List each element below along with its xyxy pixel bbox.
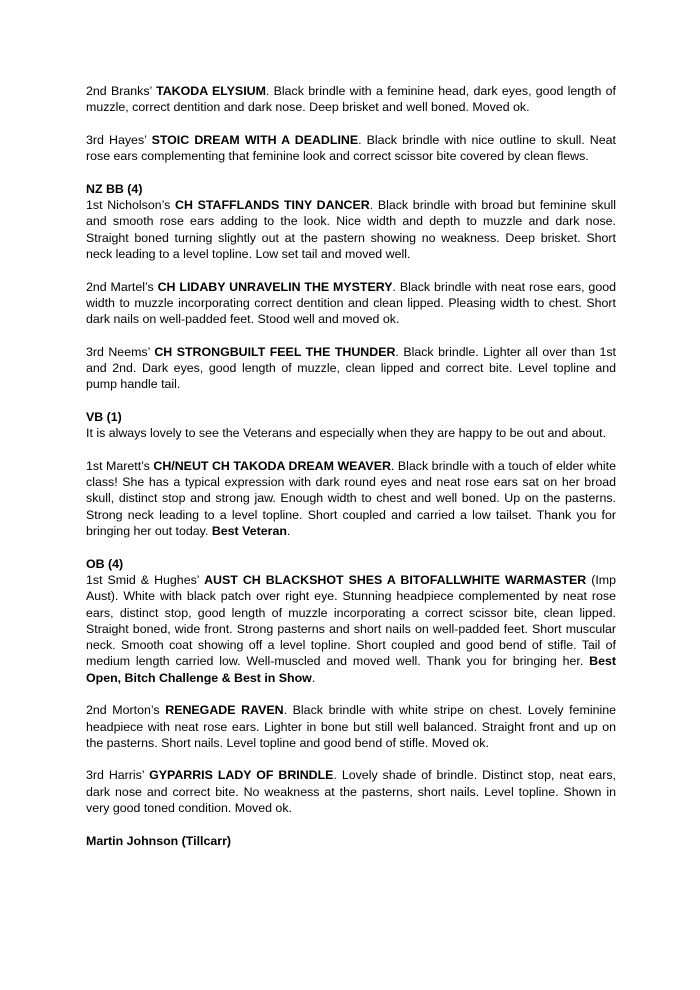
critique-paragraph: 3rd Harris’ GYPARRIS LADY OF BRINDLE. Lovely shade of brindle. Distinct stop, neat ears, dark nose and correct bite. No weakness at the pasterns, short nails. Level topline. Shown in very good toned condition. Moved ok. (86, 768, 616, 816)
critique-paragraph: 1st Nicholson’s CH STAFFLANDS TINY DANCER. Black brindle with broad but feminine skull and smooth rose ears adding to the look. Nice width and depth to muzzle and dark nose. Straight boned turning slightly out at the pastern showing no weakness. Deep brisket. Short neck leading to a level topline. Low set tail and moved well. (86, 198, 617, 261)
critique-paragraph: 3rd Neems’ CH STRONGBUILT FEEL THE THUNDER. Black brindle. Lighter all over than 1st and 2nd. Dark eyes, good length of muzzle, clean lipped and correct bite. Level topline and pump handle tail. (86, 344, 616, 392)
critique-paragraph: 2nd Morton’s RENEGADE RAVEN. Black brindle with white stripe on chest. Lovely feminine headpiece with neat rose ears. Lighter in bone but still well balanced. Straight front and up on the pasterns. Short nails. Level topline and good bend of stifle. Moved ok. (86, 703, 617, 750)
dog-name: STOIC DREAM WITH A DEADLINE (151, 132, 359, 147)
dog-name: CH STAFFLANDS TINY DANCER (175, 198, 370, 213)
dog-name: CH/NEUT CH TAKODA DREAM WEAVER (153, 458, 391, 473)
dog-name: CH LIDABY UNRAVELIN THE MYSTERY (157, 279, 393, 294)
dog-name: TAKODA ELYSIUM (156, 84, 266, 98)
judge-report (86, 83, 616, 861)
dog-name: AUST CH BLACKSHOT SHES A BITOFALLWHITE WARMASTER (204, 572, 587, 587)
critique-paragraph: 2nd Branks’ TAKODA ELYSIUM. Black brindle with a feminine head, dark eyes, good length of muzzle, correct dentition and dark nose. Deep brisket and well boned. Moved ok. (86, 84, 616, 115)
class-heading-vb: VB (1) (86, 409, 122, 424)
critique-paragraph: 1st Smid & Hughes’ AUST CH BLACKSHOT SHES A BITOFALLWHITE WARMASTER (Imp Aust). White with black patch over right eye. Stunning headpiece complemented by neat rose ears, distinct stop, good length of muzzle incorporating a correct scissor bite, clean lipped. Straight boned, wide front. Strong pasterns and short nails on well-padded feet. Short muscular neck. Smooth coat showing off a level topline. Short coupled and good bend of stifle. Tail of medium length carried low. Well-muscled and moved well. Thank you for bringing her. Best Open, Bitch Challenge & Best in Show. (86, 572, 617, 685)
award: Best Open, Bitch Challenge & Best in Show (86, 654, 616, 685)
dog-name: RENEGADE RAVEN (165, 703, 284, 718)
dog-name: GYPARRIS LADY OF BRINDLE (149, 768, 334, 783)
class-heading-ob: OB (4) (86, 556, 124, 571)
critique-paragraph: 2nd Martel’s CH LIDABY UNRAVELIN THE MYSTERY. Black brindle with neat rose ears, good width to muzzle incorporating correct dentition and clean lipped. Pleasing width to chest. Short dark nails on well-padded feet. Stood well and moved ok. (86, 279, 616, 327)
judge-signature: Martin Johnson (Tillcarr) (86, 833, 232, 848)
class-heading-nzbb: NZ BB (4) (86, 181, 143, 196)
award: Best Veteran (211, 524, 287, 539)
intro-paragraph: It is always lovely to see the Veterans and especially when they are happy to be out and about. (86, 426, 607, 441)
critique-paragraph: 1st Marett’s CH/NEUT CH TAKODA DREAM WEAVER. Black brindle with a touch of elder white class! She has a typical expression with dark round eyes and neat rose ears sat on her broad skull, distinct stop and strong jaw. Enough width to chest and well boned. Up on the pasterns. Strong neck leading to a level topline. Short coupled and carried a low tailset. Thank you for bringing her out today. Best Veteran. (86, 458, 616, 539)
critique-paragraph: 3rd Hayes’ STOIC DREAM WITH A DEADLINE. Black brindle with nice outline to skull. Neat rose ears complementing that feminine look and correct scissor bite covered by clean flews. (86, 132, 616, 164)
dog-name: CH STRONGBUILT FEEL THE THUNDER (154, 344, 396, 359)
